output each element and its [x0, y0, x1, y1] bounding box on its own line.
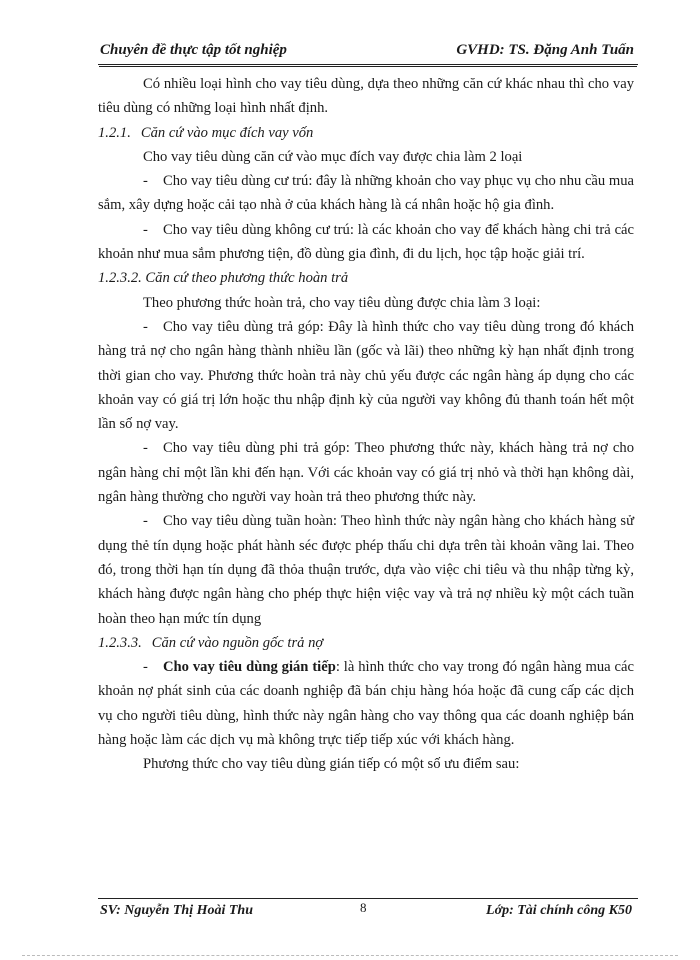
- section-heading-1-2-3-3: [98, 631, 634, 655]
- header-supervisor: GVHD: TS. Đặng Anh Tuấn: [456, 42, 634, 58]
- paragraph-purpose-intro: Cho vay tiêu dùng căn cứ vào mục đích vay được chia làm 2 loại: [143, 148, 523, 165]
- bullet-dash: -: [143, 440, 148, 457]
- bullet-dash: -: [143, 659, 148, 676]
- bullet-item: [98, 509, 634, 630]
- bullet-text: Cho vay tiêu dùng phi trả góp: Theo phương thức này, khách hàng trả nợ cho ngân hàng chỉ một lần khi đến hạn. Với các khoản vay có giá trị nhỏ và thời hạn không dài, ngân hàng thường cho người vay hoàn trả theo phương thức này.: [98, 440, 634, 506]
- heading-text: Căn cứ vào mục đích vay vốn: [140, 124, 314, 141]
- paragraph-intro: Có nhiều loại hình cho vay tiêu dùng, dựa theo những căn cứ khác nhau thì cho vay tiêu dùng có những loại hình nhất định.: [98, 76, 634, 117]
- bullet-text: Cho vay tiêu dùng trả góp: Đây là hình thức cho vay tiêu dùng trong đó khách hàng trả nợ cho ngân hàng thành nhiều lần (gốc và lãi) theo những kỳ hạn nhất định trong thời gian cho vay. Phương thức hoàn trả này chủ yếu được các ngân hàng áp dụng cho các khoản vay có giá trị lớn hoặc thu nhập định kỳ của người vay không đủ thanh toán hết một lần số nợ vay.: [98, 318, 634, 433]
- bullet-item: [98, 218, 634, 267]
- bullet-text: Cho vay tiêu dùng không cư trú: là các khoản cho vay để khách hàng chi trả các khoản như mua sắm phương tiện, đồ dùng gia đình, đi du lịch, học tập hoặc giải trí.: [98, 221, 634, 263]
- heading-text: Căn cứ vào nguồn gốc trả nợ: [151, 634, 324, 651]
- bullet-dash: -: [143, 513, 148, 530]
- header-title: Chuyên đề thực tập tốt nghiệp: [100, 42, 287, 58]
- bullet-bold-term: Cho vay tiêu dùng gián tiếp: [163, 659, 336, 676]
- document-body: [98, 72, 634, 777]
- footer-student: SV: Nguyễn Thị Hoài Thu: [100, 903, 253, 918]
- footer-class: Lớp: Tài chính công K50: [486, 903, 632, 918]
- section-heading-1-2-3-2: 1.2.3.2. Căn cứ theo phương thức hoàn trả: [98, 270, 349, 287]
- bullet-item: [98, 315, 634, 436]
- bullet-text: Cho vay tiêu dùng tuần hoàn: Theo hình thức này ngân hàng cho khách hàng sử dụng thẻ tín dụng hoặc phát hành séc được phép thấu chi dựa trên tài khoản vãng lai. Theo đó, trong thời hạn tín dụng đã thỏa thuận trước, dựa vào việc chi tiêu và thu nhập từng kỳ, khách hàng được ngân hàng cho phép thực hiện việc vay và trả nợ nhiều kỳ một cách tuần hoàn theo hạn mức tín dụng: [98, 513, 634, 627]
- paragraph-repayment-intro: Theo phương thức hoàn trả, cho vay tiêu dùng được chia làm 3 loại:: [143, 294, 541, 311]
- bullet-dash: -: [143, 318, 148, 335]
- heading-number: 1.2.1.: [98, 124, 131, 141]
- heading-number: 1.2.3.3.: [98, 634, 142, 651]
- section-heading-1-2-1: [98, 121, 634, 145]
- page-number: 8: [360, 900, 367, 915]
- page-break-rule: [22, 955, 678, 956]
- bullet-item: [98, 655, 634, 752]
- bullet-dash: -: [143, 221, 148, 238]
- bullet-text: Cho vay tiêu dùng cư trú: đây là những khoản cho vay phục vụ cho nhu cầu mua sắm, xây dựng hoặc cải tạo nhà ở của khách hàng là cá nhân hoặc hộ gia đình.: [98, 173, 634, 214]
- paragraph-advantages-intro: Phương thức cho vay tiêu dùng gián tiếp có một số ưu điểm sau:: [143, 756, 520, 773]
- bullet-dash: -: [143, 173, 148, 190]
- page-footer: [98, 898, 638, 919]
- page-header: [98, 40, 638, 65]
- bullet-item: [98, 169, 634, 218]
- bullet-item: [98, 436, 634, 509]
- bullet-text: : là hình thức cho vay trong đó ngân hàng mua các khoản nợ phát sinh của các doanh nghiệp đã bán chịu hàng hóa hoặc đã cung cấp các dịch vụ cho người tiêu dùng, hình thức này ngân hàng cho vay thông qua các doanh nghiệp bán hàng hoặc làm các dịch vụ mà không trực tiếp tiếp xúc với khách hàng.: [98, 659, 634, 749]
